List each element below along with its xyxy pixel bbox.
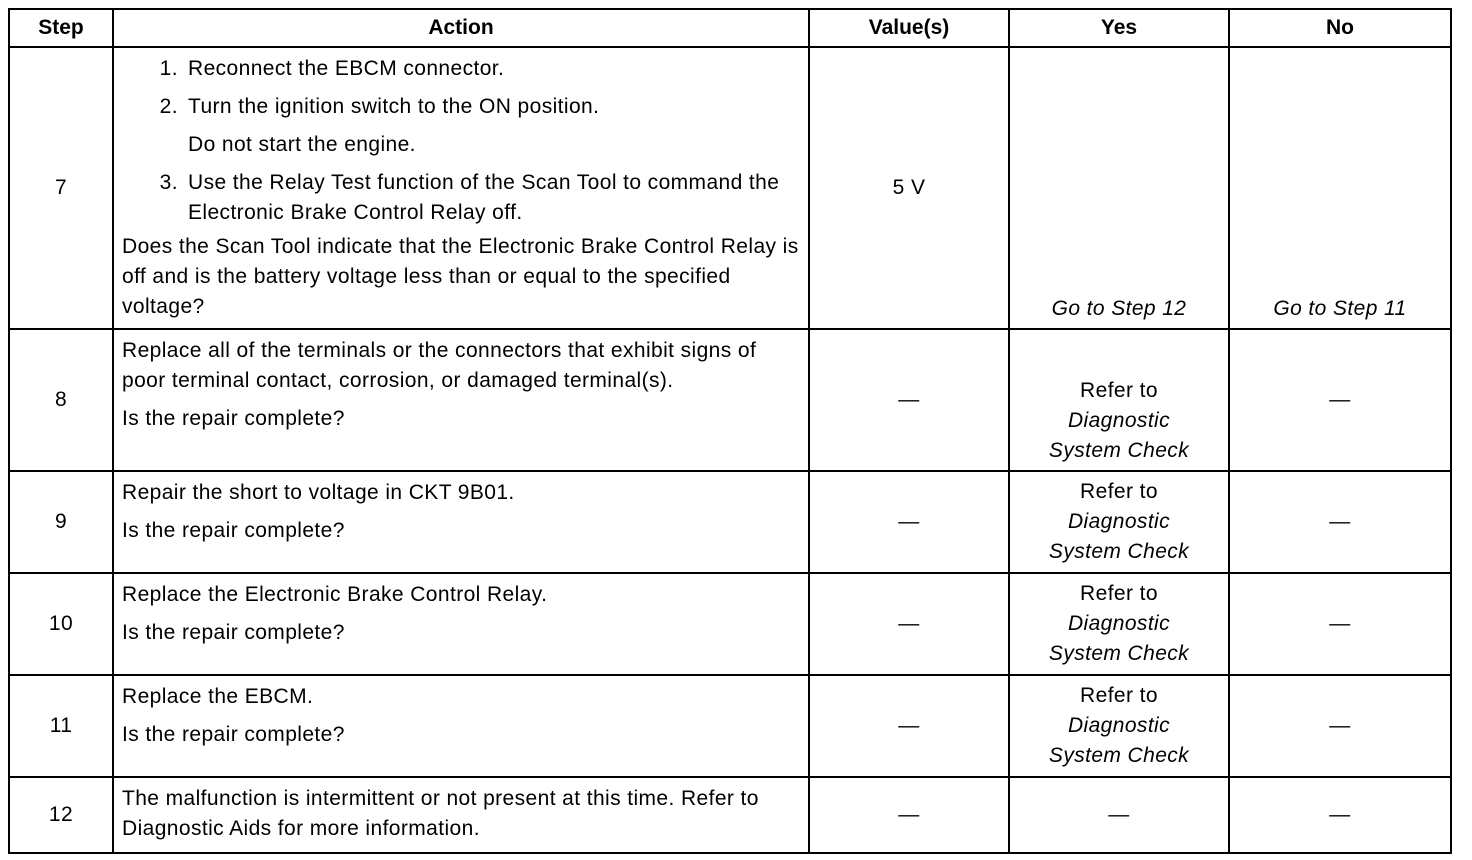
header-no: No <box>1229 9 1451 47</box>
question-text: Is the repair complete? <box>122 621 345 644</box>
yes-result: Go to Step 12 <box>1009 47 1229 329</box>
yes-result <box>1009 675 1229 777</box>
table-row <box>9 329 1451 471</box>
value-cell: — <box>809 777 1009 853</box>
value-cell: — <box>809 675 1009 777</box>
question-text: Is the repair complete? <box>122 723 345 746</box>
value-cell: 5 V <box>809 47 1009 329</box>
action-cell <box>113 329 809 471</box>
value-cell: — <box>809 573 1009 675</box>
header-action: Action <box>113 9 809 47</box>
yes-result-link: System Check <box>1048 744 1190 767</box>
yes-result-link: System Check <box>1048 642 1190 665</box>
value-cell: — <box>809 471 1009 573</box>
no-result: — <box>1229 471 1451 573</box>
instruction-text: Replace the EBCM. <box>122 685 314 708</box>
no-result: — <box>1229 329 1451 471</box>
action-cell <box>113 777 809 853</box>
action-cell <box>113 573 809 675</box>
header-values: Value(s) <box>809 9 1009 47</box>
yes-result <box>1009 573 1229 675</box>
table-row <box>9 47 1451 329</box>
yes-result-link: System Check <box>1048 439 1190 462</box>
list-item <box>122 54 800 84</box>
yes-result-link: Diagnostic <box>1067 612 1171 635</box>
instruction-text: Repair the short to voltage in CKT 9B01. <box>122 481 515 504</box>
substep-number: 2. <box>159 95 178 118</box>
question-text: Is the repair complete? <box>122 519 345 542</box>
action-cell <box>113 675 809 777</box>
instruction-text: Replace the Electronic Brake Control Relay. <box>122 583 548 606</box>
yes-result-link: System Check <box>1048 540 1190 563</box>
no-result: Go to Step 11 <box>1229 47 1451 329</box>
yes-result-line: Refer to <box>1080 379 1158 402</box>
yes-result-link: Diagnostic <box>1067 409 1171 432</box>
substep-text: Turn the ignition switch to the ON position. <box>188 95 600 118</box>
step-number: 10 <box>9 573 113 675</box>
no-result: — <box>1229 573 1451 675</box>
action-cell <box>113 47 809 329</box>
step-number: 7 <box>9 47 113 329</box>
yes-result <box>1009 329 1229 471</box>
no-result: — <box>1229 777 1451 853</box>
yes-result: — <box>1009 777 1229 853</box>
substep-number: 3. <box>159 171 178 194</box>
yes-result-line: Refer to <box>1080 582 1158 605</box>
question-text: Does the Scan Tool indicate that the Electronic Brake Control Relay is off and is the battery voltage less than or equal to the specified voltage? <box>122 235 799 318</box>
header-row <box>9 9 1451 47</box>
yes-result-line: Refer to <box>1080 480 1158 503</box>
step-number: 8 <box>9 329 113 471</box>
table-row <box>9 573 1451 675</box>
step-number: 9 <box>9 471 113 573</box>
yes-result-line: Refer to <box>1080 684 1158 707</box>
question-text: Is the repair complete? <box>122 407 345 430</box>
table-row <box>9 471 1451 573</box>
list-item <box>122 92 800 122</box>
step-number: 12 <box>9 777 113 853</box>
substep-text: Do not start the engine. <box>188 133 416 156</box>
instruction-text: Replace all of the terminals or the connectors that exhibit signs of poor terminal contact, corrosion, or damaged terminal(s). <box>122 339 757 392</box>
diagnostic-procedure-table <box>8 8 1452 854</box>
yes-result-link: Diagnostic <box>1067 510 1171 533</box>
list-item <box>122 168 800 228</box>
substep-text: Use the Relay Test function of the Scan Tool to command the Electronic Brake Control Relay off. <box>188 171 780 224</box>
substep-number: 1. <box>159 57 178 80</box>
no-result: — <box>1229 675 1451 777</box>
header-yes: Yes <box>1009 9 1229 47</box>
table-row <box>9 777 1451 853</box>
substep-list <box>122 54 800 228</box>
action-cell <box>113 471 809 573</box>
value-cell: — <box>809 329 1009 471</box>
step-number: 11 <box>9 675 113 777</box>
yes-result <box>1009 471 1229 573</box>
substep-number <box>122 130 188 160</box>
substep-text: Reconnect the EBCM connector. <box>188 57 505 80</box>
list-item <box>122 130 800 160</box>
table-row <box>9 675 1451 777</box>
header-step: Step <box>9 9 113 47</box>
yes-result-link: Diagnostic <box>1067 714 1171 737</box>
instruction-text: The malfunction is intermittent or not present at this time. Refer to Diagnostic Aids for more information. <box>122 787 759 840</box>
